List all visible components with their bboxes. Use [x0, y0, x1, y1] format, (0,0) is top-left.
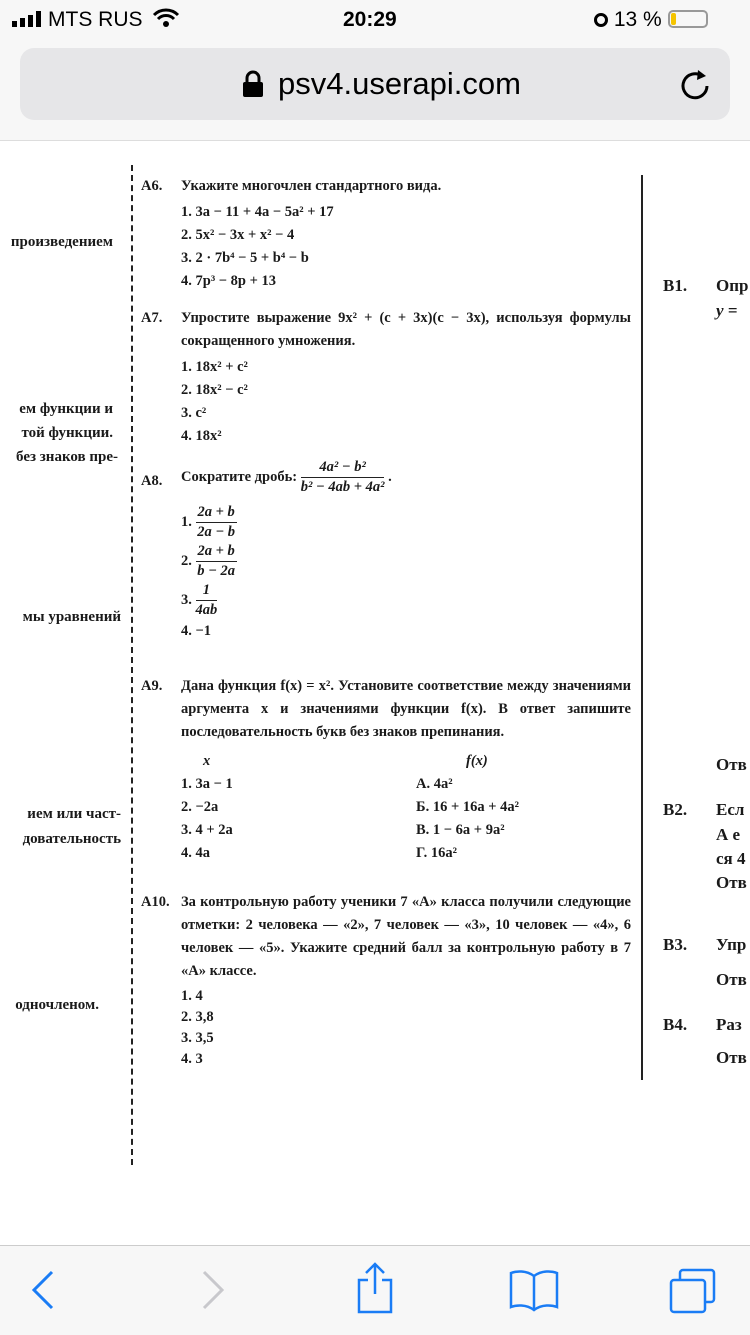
option: 4. 18x²	[181, 428, 222, 444]
tabs-icon[interactable]	[668, 1268, 720, 1321]
left-fragment: без знаков пре-	[16, 449, 118, 465]
right-fragment: Отв	[716, 970, 747, 989]
option: 3. c²	[181, 405, 207, 421]
right-fragment: Опр	[716, 276, 749, 295]
back-icon[interactable]	[30, 1268, 56, 1317]
x-value: 1. 3a − 1	[181, 776, 233, 792]
url-text[interactable]: psv4.userapi.com	[278, 66, 521, 101]
option: 3. 2 · 7b⁴ − 5 + b⁴ − b	[181, 250, 309, 266]
cut-line	[131, 165, 133, 1165]
question-b1-num: B1.	[663, 276, 688, 295]
column-divider	[641, 175, 643, 1080]
option: 4. −1	[181, 623, 212, 639]
fx-value: А. 4a²	[416, 776, 453, 792]
question-a10: A10. За контрольную работу ученики 7 «А» класса получили следующие отметки: 2 человека — «2», 7 человек — «3», 10 человек — «4», 6 человек — «5». Укажите средний балл за контрольную работу в 7 «А» классе. 1. 4 2. 3,8 3. 3,5 4. 3	[141, 891, 631, 1070]
left-fragment: той функции.	[21, 425, 113, 441]
clock: 20:29	[343, 8, 397, 31]
right-fragment: Раз	[716, 1015, 742, 1034]
option: 1. 3a − 11 + 4a − 5a² + 17	[181, 204, 334, 220]
option: 4. 3	[181, 1051, 203, 1067]
browser-chrome	[0, 0, 750, 141]
battery-status: 13 %	[594, 8, 708, 32]
fraction: $\frac{\text{4a² − b²}}{\text{b² − 4ab + 4a²}}$	[300, 459, 385, 495]
share-icon[interactable]	[355, 1262, 395, 1319]
forward-icon[interactable]	[200, 1268, 226, 1317]
left-fragment: довательность	[22, 831, 121, 847]
option: 4. 7p³ − 8p + 13	[181, 273, 277, 289]
browser-toolbar	[0, 1245, 750, 1335]
right-fragment: Есл	[716, 800, 745, 819]
option: 3. 3,5	[181, 1030, 214, 1046]
fx-value: Г. 16a²	[416, 845, 457, 861]
option: 2. $\frac{2a + b}{b - 2a}$	[181, 543, 236, 579]
option: 2. 18x² − c²	[181, 382, 248, 398]
alarm-icon	[594, 13, 608, 27]
question-b3-num: B3.	[663, 935, 688, 954]
right-fragment: Упр	[716, 935, 747, 954]
question-a9: A9. Дана функция f(x) = x². Установите соответствие между значениями аргумента x и значениями функции f(x). В ответ запишите последовательность букв без знаков препинания. x 1. 3a − 1 2. −2a 3. 4 + 2a 4. 4a f(x) А. 4a² Б. 16 + 16a + 4a² В. 1 − 6a + 9a² Г. 16a²	[141, 675, 631, 865]
right-fragment: y =	[716, 301, 738, 320]
option: 1. 18x² + c²	[181, 359, 248, 375]
fx-value: В. 1 − 6a + 9a²	[416, 822, 505, 838]
left-fragment: ием или част-	[27, 806, 121, 822]
left-fragment: ем функции и	[19, 401, 113, 417]
battery-icon	[668, 10, 708, 28]
bookmarks-icon[interactable]	[508, 1268, 560, 1317]
right-fragment: Отв	[716, 873, 747, 892]
option: 2. 3,8	[181, 1009, 214, 1025]
option: 3. $\frac{1}{4ab}$	[181, 582, 218, 618]
lock-icon	[242, 70, 264, 103]
right-fragment: А е	[716, 825, 741, 844]
question-a8: A8. Сократите дробь: $\frac{\text{4a² − b²}}{\text{b² − 4ab + 4a²}}$ . 1. $\frac{2a + b}{2a - b}$ 2. $\frac{2a + b}{b - 2a}$ 3. $\frac{1}{4ab}$ 4. −1	[141, 458, 631, 643]
wifi-icon	[152, 8, 180, 34]
fx-value: Б. 16 + 16a + 4a²	[416, 799, 519, 815]
signal-icon	[12, 9, 48, 33]
left-fragment: произведением	[10, 234, 113, 250]
right-fragment: Отв	[716, 1048, 747, 1067]
x-value: 3. 4 + 2a	[181, 822, 233, 838]
address-bar[interactable]	[20, 48, 730, 120]
x-value: 4. 4a	[181, 845, 210, 861]
reload-icon[interactable]	[680, 68, 712, 107]
carrier: MTS RUS	[12, 8, 180, 34]
right-fragment: Отв	[716, 755, 747, 774]
option: 1. 4	[181, 988, 203, 1004]
question-b4-num: B4.	[663, 1015, 688, 1034]
left-fragment: мы уравнений	[22, 609, 121, 625]
question-a7: A7. Упростите выражение 9x² + (c + 3x)(c − 3x), используя формулы сокращенного умножения. 1. 18x² + c² 2. 18x² − c² 3. c² 4. 18x²	[141, 307, 631, 448]
option: 2. 5x² − 3x + x² − 4	[181, 227, 295, 243]
right-fragment: ся 4	[716, 849, 746, 868]
x-value: 2. −2a	[181, 799, 219, 815]
left-fragment: одночленом.	[15, 997, 99, 1013]
option: 1. $\frac{2a + b}{2a - b}$	[181, 504, 236, 540]
question-a6: A6. Укажите многочлен стандартного вида. 1. 3a − 11 + 4a − 5a² + 17 2. 5x² − 3x + x² − 4 3. 2 · 7b⁴ − 5 + b⁴ − b 4. 7p³ − 8p + 13	[141, 175, 631, 293]
question-b2-num: B2.	[663, 800, 688, 819]
